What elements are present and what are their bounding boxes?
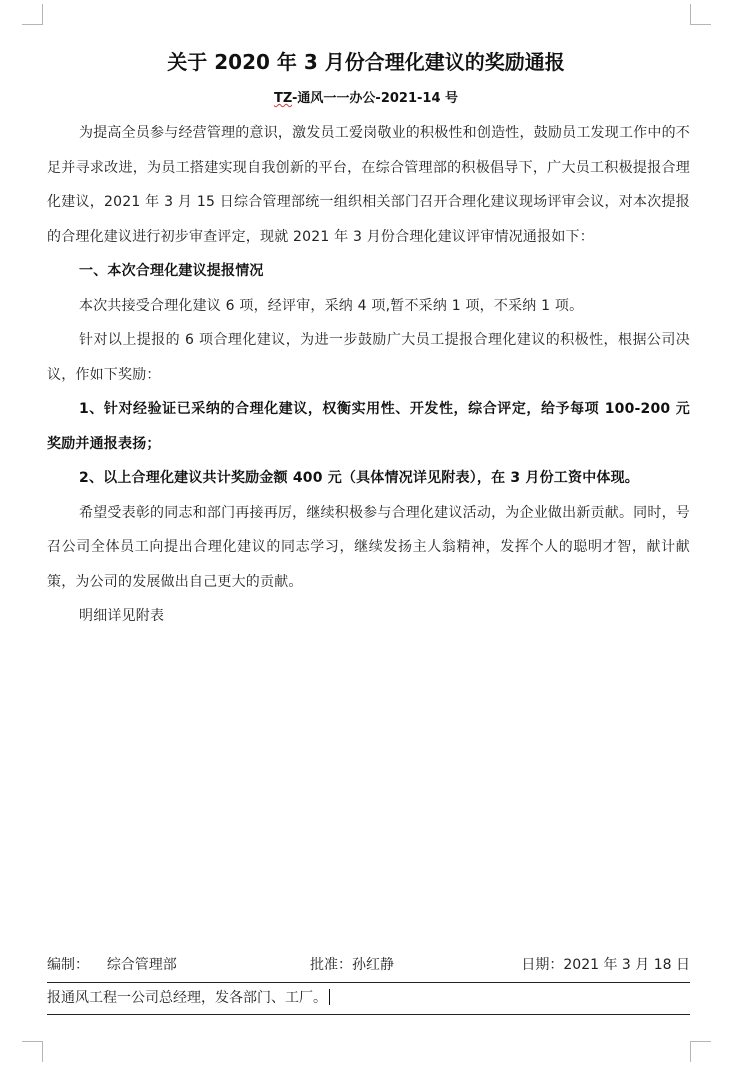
distribution-line[interactable] xyxy=(47,984,330,1012)
editor-field xyxy=(47,951,177,979)
distribution-text: 报通风工程一公司总经理，发各部门、工厂。 xyxy=(47,990,327,1006)
section-heading-paragraph: 2、以上合理化建议共计奖励金额 400 元（具体情况详见附表），在 3 月份工资中体现。 xyxy=(79,470,639,486)
signature-row xyxy=(47,951,690,979)
crop-mark-bottom-left xyxy=(22,1041,43,1062)
body-paragraph: 为提高全员参与经营管理的意识，激发员工爱岗敬业的积极性和创造性，鼓励员工发现工作中的不足并寻求改进，为员工搭建实现自我创新的平台，在综合管理部的积极倡导下，广大员工积极提报合理化建议，2021 年 3 月 15 日综合管理部统一组织相关部门召开合理化建议现场评审会议，对本次提报的合理化建议进行初步审查评定，现就 2021 年 3 月份合理化建议评审情况通报如下： xyxy=(47,125,690,245)
approver-field xyxy=(310,951,394,979)
document-title: 关于 2020 年 3 月份合理化建议的奖励通报 xyxy=(167,50,565,74)
section-heading-paragraph: 1、针对经验证已采纳的合理化建议，权衡实用性、开发性，综合评定，给予每项 100-200 元奖励并通报表扬； xyxy=(47,401,690,452)
crop-mark-top-right xyxy=(690,4,711,25)
editor-label: 编制： xyxy=(47,957,89,973)
section-heading-paragraph: 一、本次合理化建议提报情况 xyxy=(79,263,264,279)
body-paragraph: 希望受表彰的同志和部门再接再厉，继续积极参与合理化建议活动，为企业做出新贡献。同时，号召公司全体员工向提出合理化建议的同志学习，继续发扬主人翁精神，发挥个人的聪明才智，献计献策，为公司的发展做出自己更大的贡献。 xyxy=(47,504,690,590)
document-number xyxy=(0,89,732,109)
body-paragraph: 本次共接受合理化建议 6 项，经评审，采纳 4 项,暂不采纳 1 项，不采纳 1 项。 xyxy=(79,297,584,314)
editor-value: 综合管理部 xyxy=(106,957,177,973)
footer-divider-top xyxy=(47,982,690,983)
crop-mark-top-left xyxy=(22,4,43,25)
body-paragraph: 明细详见附表 xyxy=(79,608,165,624)
date-label: 日期： xyxy=(521,957,564,973)
document-body[interactable] xyxy=(47,116,690,634)
crop-mark-bottom-right xyxy=(690,1041,711,1062)
date-value: 2021 年 3 月 18 日 xyxy=(563,957,690,973)
approver-label: 批准： xyxy=(310,957,352,973)
document-number-rest: -通风一一办公-2021-14 号 xyxy=(292,91,459,106)
footer-divider-bottom xyxy=(47,1014,690,1015)
date-field xyxy=(521,951,690,979)
body-paragraph: 针对以上提报的 6 项合理化建议，为进一步鼓励广大员工提报合理化建议的积极性，根据公司决议，作如下奖励： xyxy=(47,332,690,383)
approver-value: 孙红静 xyxy=(352,957,394,973)
text-cursor xyxy=(329,989,330,1005)
document-number-prefix: TZ xyxy=(273,91,293,106)
